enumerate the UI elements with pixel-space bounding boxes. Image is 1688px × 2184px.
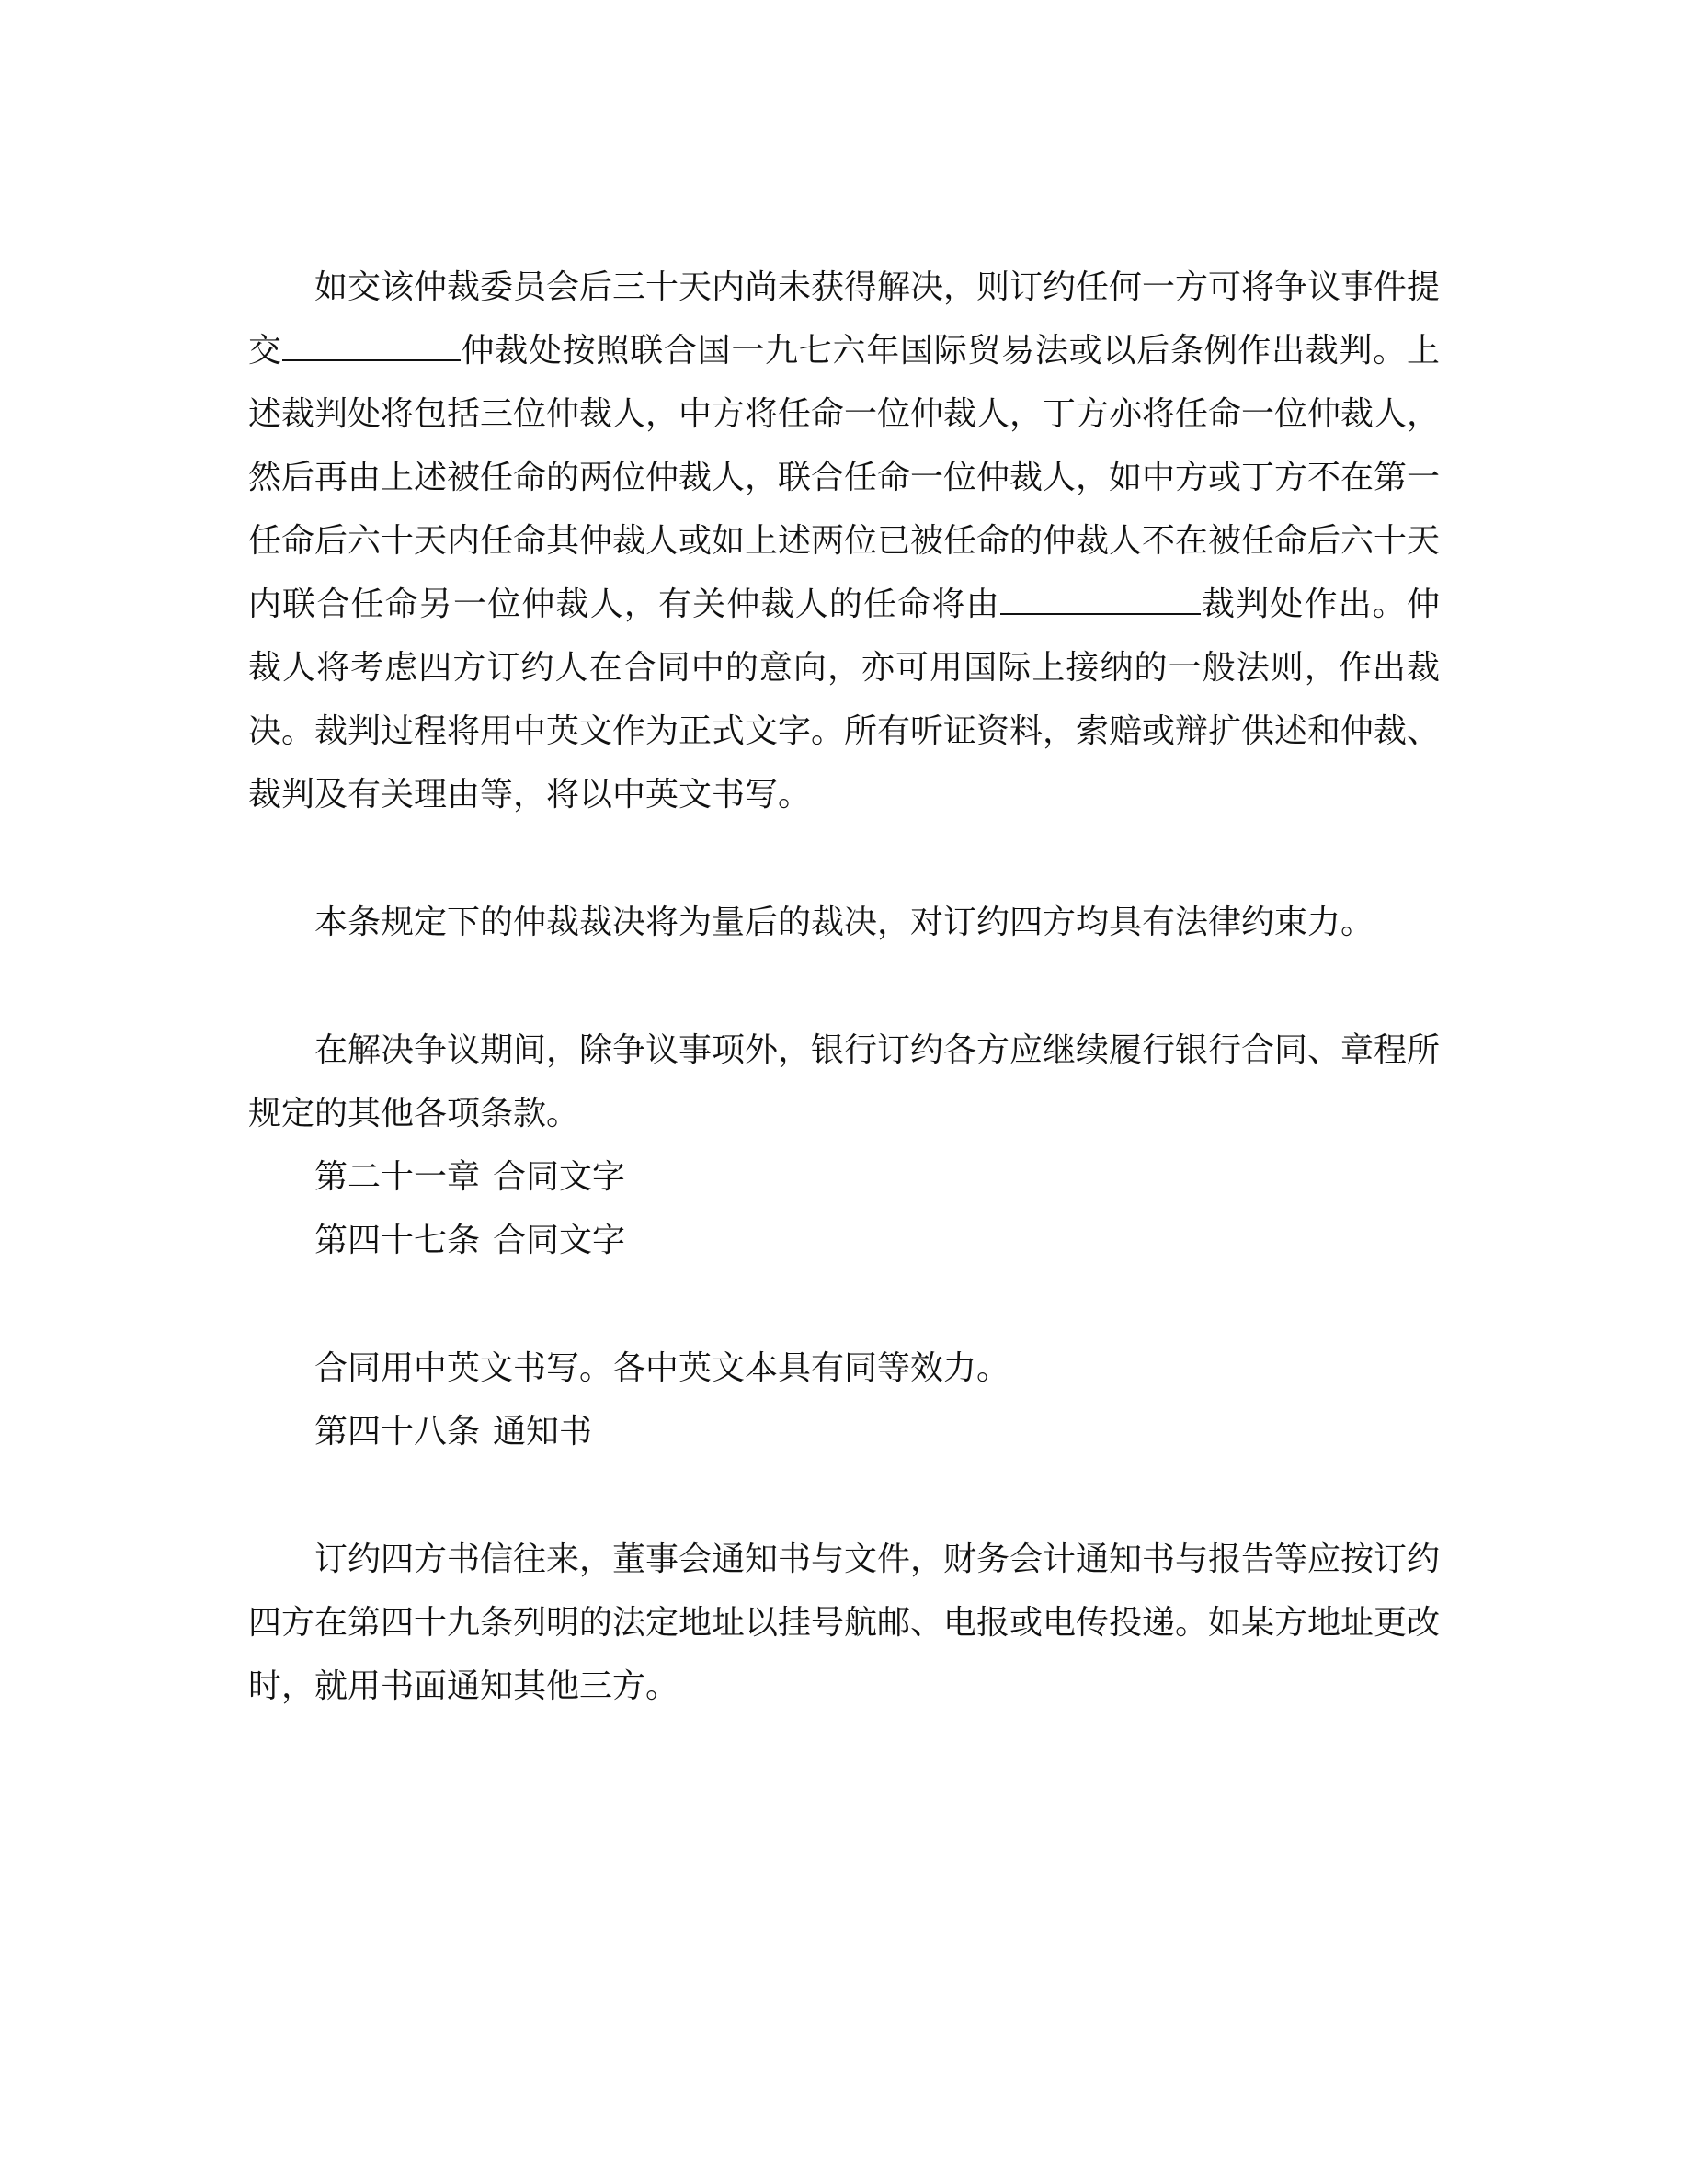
paragraph-contract-language: 合同用中英文书写。各中英文本具有同等效力。: [314, 1349, 1010, 1387]
paragraph-arbitration: [248, 256, 1440, 826]
chapter-title: 合同文字: [493, 1158, 626, 1196]
blank-line: [282, 332, 461, 361]
chapter-number: 第二十一章: [314, 1158, 481, 1196]
document-page: [248, 256, 1440, 1718]
paragraph-during-dispute: 在解决争议期间，除争议事项外，银行订约各方应继续履行银行合同、章程所规定的其他各项条款。: [248, 1031, 1441, 1132]
article-heading: [248, 1209, 1440, 1272]
article-title: 通知书: [493, 1413, 593, 1450]
article-title: 合同文字: [493, 1222, 626, 1259]
paragraph-text: 裁判处作出。仲裁人将考虑四方订约人在合同中的意向，亦可用国际上接纳的一般法则，作出裁决。裁判过程将用中英文作为正式文字。所有听证资料，索赔或辩扩供述和仲裁、裁判及有关理由等，将以中英文书写。: [248, 586, 1441, 813]
article-number: 第四十七条: [314, 1222, 481, 1259]
paragraph-final-award: 本条规定下的仲裁裁决将为量后的裁决，对订约四方均具有法律约束力。: [314, 904, 1374, 941]
chapter-heading: [248, 1145, 1440, 1209]
paragraph-notices: 订约四方书信往来，董事会通知书与文件，财务会计通知书与报告等应按订约四方在第四十九条列明的法定地址以挂号航邮、电报或电传投递。如某方地址更改时，就用书面通知其他三方。: [248, 1541, 1441, 1705]
article-heading: [248, 1400, 1440, 1463]
paragraph-text: 如交该仲裁委员会后三十天内尚未获得解决，则订约任何一方可将争议事件提交: [248, 268, 1441, 370]
paragraph-text: 仲裁处按照联合国一九七六年国际贸易法或以后条例作出裁判。上述裁判处将包括三位仲裁人，中方将任命一位仲裁人，丁方亦将任命一位仲裁人，然后再由上述被任命的两位仲裁人，联合任命一位仲裁人，如中方或丁方不在第一任命后六十天内任命其仲裁人或如上述两位已被任命的仲裁人不在被任命后六十天内联合任命另一位仲裁人，有关仲裁人的任命将由: [248, 332, 1441, 623]
blank-line: [1000, 586, 1201, 615]
article-number: 第四十八条: [314, 1413, 481, 1450]
